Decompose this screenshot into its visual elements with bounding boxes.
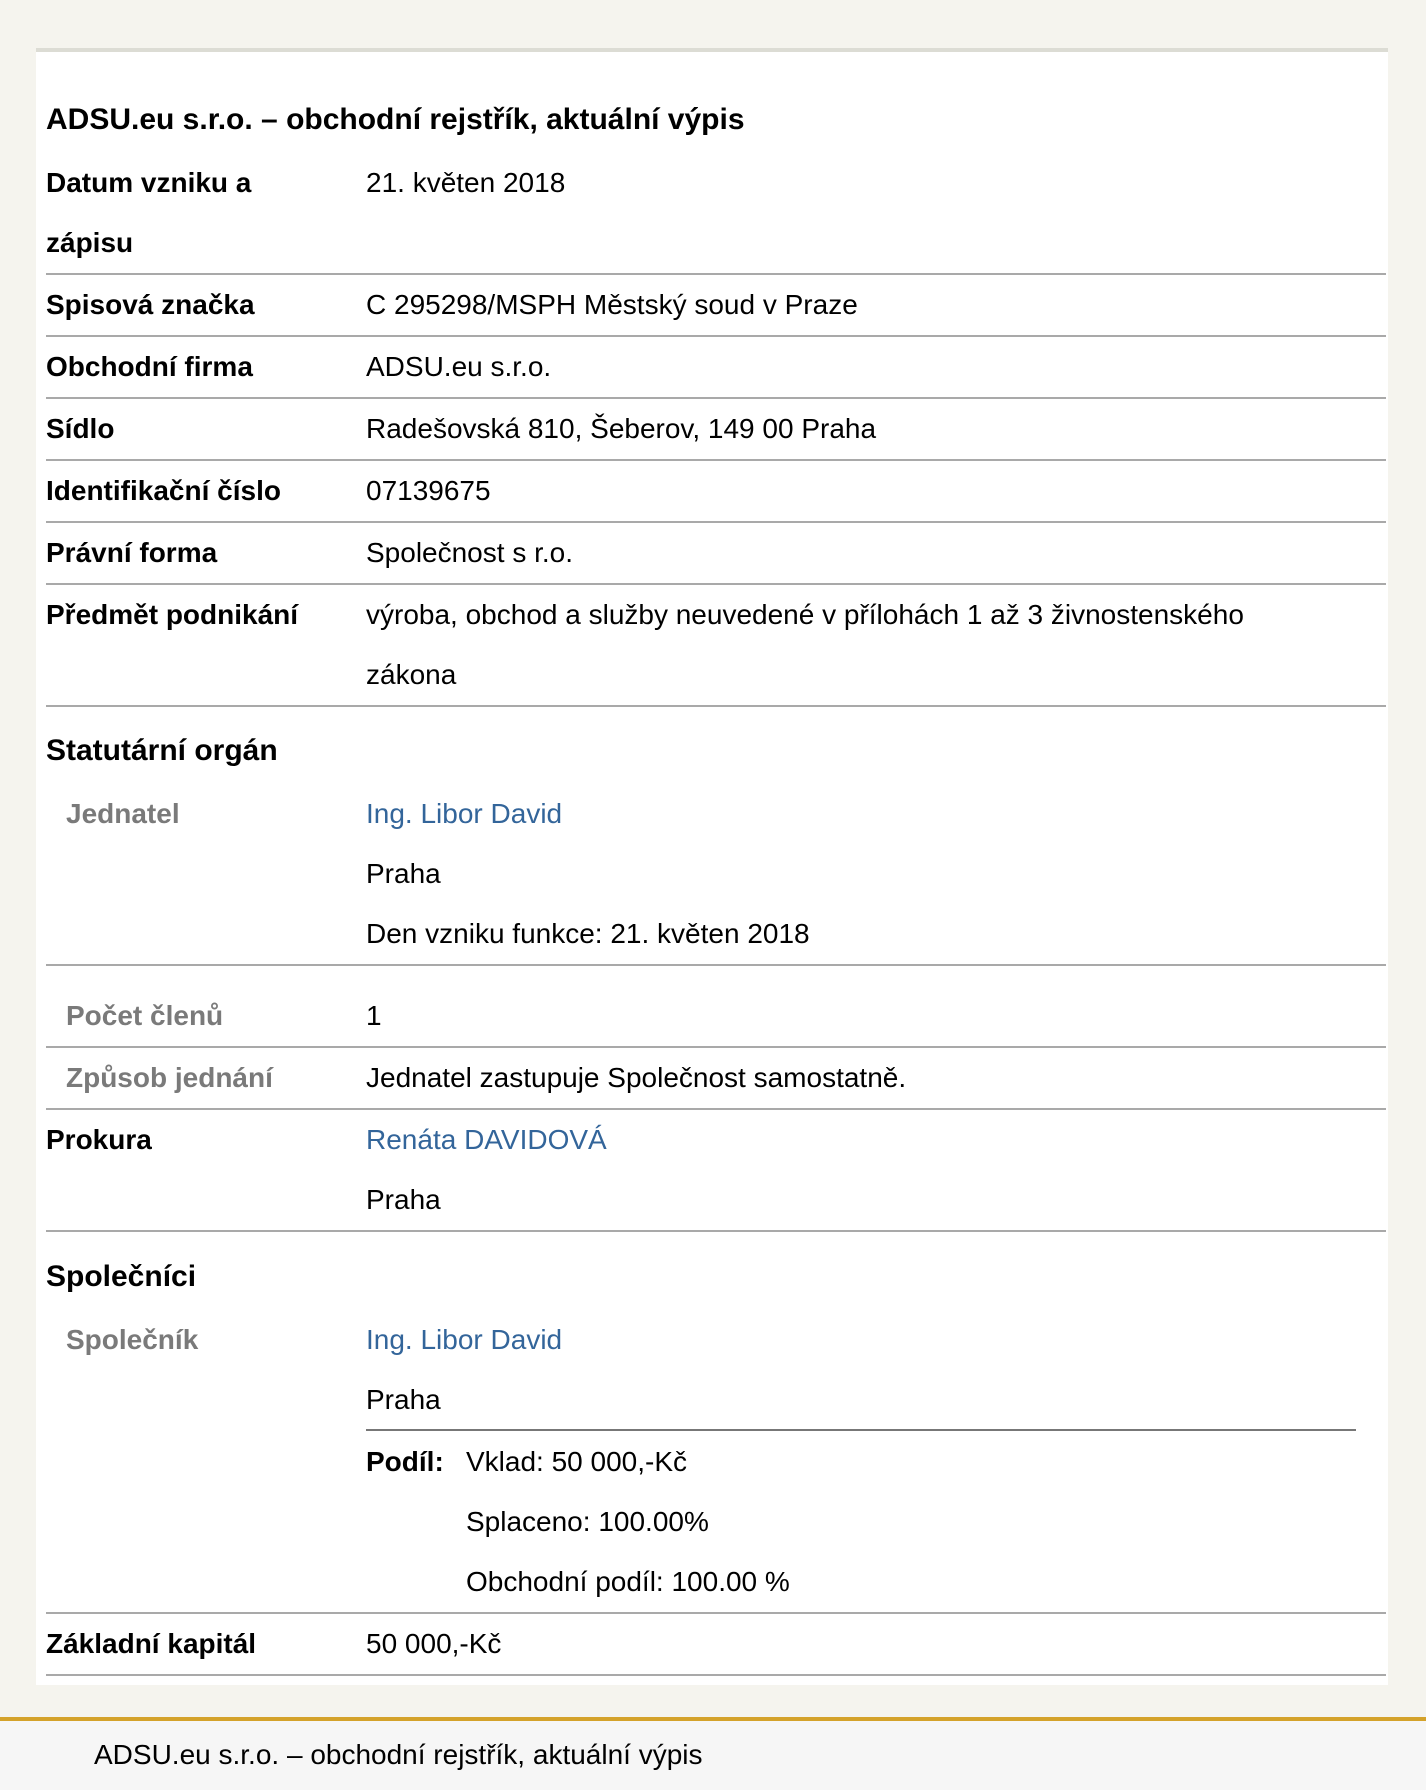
row-obchodni-firma — [46, 337, 1386, 399]
splaceno-text: Splaceno: 100.00% — [466, 1506, 709, 1537]
row-pocet-clenu — [46, 986, 1386, 1048]
row-value — [366, 1310, 1366, 1430]
row-value: C 295298/MSPH Městský soud v Praze — [366, 289, 858, 320]
row-label: Jednatel — [66, 798, 180, 829]
row-label: Základní kapitál — [46, 1628, 257, 1659]
person-city: Praha — [366, 1384, 441, 1415]
obchodni-podil-text: Obchodní podíl: 100.00 % — [466, 1566, 790, 1597]
row-value: 50 000,-Kč — [366, 1628, 502, 1659]
row-value — [366, 153, 1366, 213]
row-value — [366, 1110, 1366, 1230]
value-line: výroba, obchod a služby neuvedené v přílohách 1 až 3 živnostenského — [366, 599, 1244, 630]
row-prokura — [46, 1110, 1386, 1232]
row-ico — [46, 461, 1386, 523]
row-label: Předmět podnikání — [46, 599, 299, 630]
row-zakladni-kapital — [46, 1614, 1386, 1676]
person-link[interactable]: Renáta DAVIDOVÁ — [366, 1124, 607, 1155]
row-label: Obchodní firma — [46, 351, 253, 382]
row-spisova-znacka — [46, 275, 1386, 337]
row-value — [366, 784, 1366, 964]
section-title-statutarni: Statutární orgán — [46, 734, 278, 767]
row-label: Prokura — [46, 1124, 152, 1155]
row-label: Spisová značka — [46, 289, 255, 320]
footer-text: ADSU.eu s.r.o. – obchodní rejstřík, aktuální výpis — [94, 1739, 703, 1770]
podil-label: Podíl: — [366, 1446, 444, 1477]
row-label — [46, 153, 346, 273]
person-link[interactable]: Ing. Libor David — [366, 798, 563, 829]
row-label: Identifikační číslo — [46, 475, 281, 506]
label-line: Datum vzniku a — [46, 167, 252, 198]
row-label: Právní forma — [46, 537, 218, 568]
row-label: Způsob jednání — [66, 1062, 273, 1093]
row-value: 1 — [366, 1000, 382, 1031]
row-label: Počet členů — [66, 1000, 224, 1031]
row-label: Sídlo — [46, 413, 115, 444]
row-datum-vzniku — [46, 153, 1386, 275]
row-label: Společník — [66, 1324, 199, 1355]
value-text: 21. květen 2018 — [366, 167, 566, 198]
row-pravni-forma — [46, 523, 1386, 585]
row-predmet-podnikani — [46, 585, 1386, 707]
label-line: zápisu — [46, 227, 134, 258]
podil-divider — [366, 1429, 1356, 1431]
section-title-spolecnici: Společníci — [46, 1260, 197, 1293]
row-value: 07139675 — [366, 475, 491, 506]
page-title: ADSU.eu s.r.o. – obchodní rejstřík, aktuální výpis — [46, 103, 745, 136]
function-since: Den vzniku funkce: 21. květen 2018 — [366, 918, 810, 949]
person-city: Praha — [366, 1184, 441, 1215]
podil-values — [466, 1432, 790, 1612]
row-zpusob-jednani — [46, 1048, 1386, 1110]
value-line: zákona — [366, 659, 457, 690]
row-value: Radešovská 810, Šeberov, 149 00 Praha — [366, 413, 877, 444]
row-value — [366, 585, 1366, 705]
person-city: Praha — [366, 858, 441, 889]
row-sidlo — [46, 399, 1386, 461]
vklad-text: Vklad: 50 000,-Kč — [466, 1446, 688, 1477]
row-jednatel — [46, 784, 1386, 966]
person-link[interactable]: Ing. Libor David — [366, 1324, 563, 1355]
row-value: Společnost s r.o. — [366, 537, 574, 568]
row-value: ADSU.eu s.r.o. — [366, 351, 552, 382]
row-value: Jednatel zastupuje Společnost samostatně. — [366, 1062, 907, 1093]
